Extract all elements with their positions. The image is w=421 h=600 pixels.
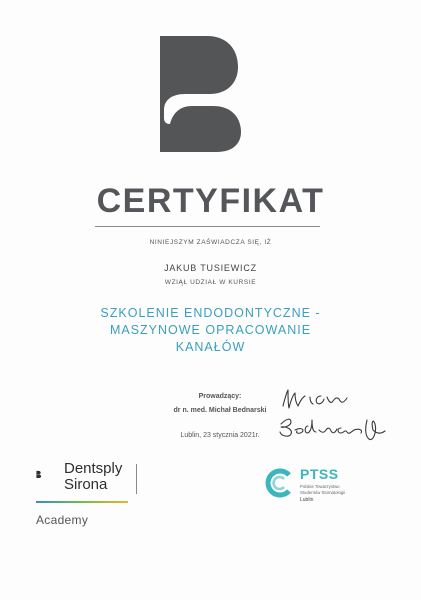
lecturer-name: dr n. med. Michał Bednarski <box>173 407 267 414</box>
course-title-line: MASZYNOWE OPRACOWANIE <box>109 323 312 337</box>
dentsply-sirona-name <box>64 461 122 493</box>
ptss-subtitle-line: Polskie Towarzystwo <box>300 484 340 489</box>
ptss-name: PTSS <box>300 466 339 482</box>
course-title <box>0 305 421 356</box>
dentsply-mark-icon <box>36 461 60 489</box>
certifies-text: NINIEJSZYM ZAŚWIADCZA SIĘ, IŻ <box>149 239 272 246</box>
dentsply-s-logo-icon <box>157 34 241 152</box>
dentsply-name-line: Dentsply <box>64 460 123 477</box>
recipient-name: JAKUB TUSIEWICZ <box>164 263 257 273</box>
led-by-label: Prowadzący: <box>198 393 242 400</box>
ptss-subtitle <box>300 484 345 495</box>
date-place: Lublin, 23 stycznia 2021r. <box>180 432 260 439</box>
academy-label: Academy <box>36 513 89 527</box>
certificate-title: CERTYFIKAT <box>96 182 325 220</box>
course-title-line: SZKOLENIE ENDODONTYCZNE - <box>100 306 321 320</box>
course-title-line: KANAŁÓW <box>175 340 246 354</box>
handwritten-signature <box>277 384 395 444</box>
sirona-name-line: Sirona <box>64 476 108 493</box>
title-divider <box>95 226 320 227</box>
ptss-subtitle-line: Studentów Stomatologii <box>300 489 346 495</box>
dentsply-color-stripe <box>36 501 128 503</box>
ptss-c-mark-icon <box>262 466 296 500</box>
logo-divider <box>136 464 137 494</box>
ptss-city: Lublin <box>300 497 314 503</box>
participated-text: WZIĄŁ UDZIAŁ W KURSIE <box>164 279 257 286</box>
